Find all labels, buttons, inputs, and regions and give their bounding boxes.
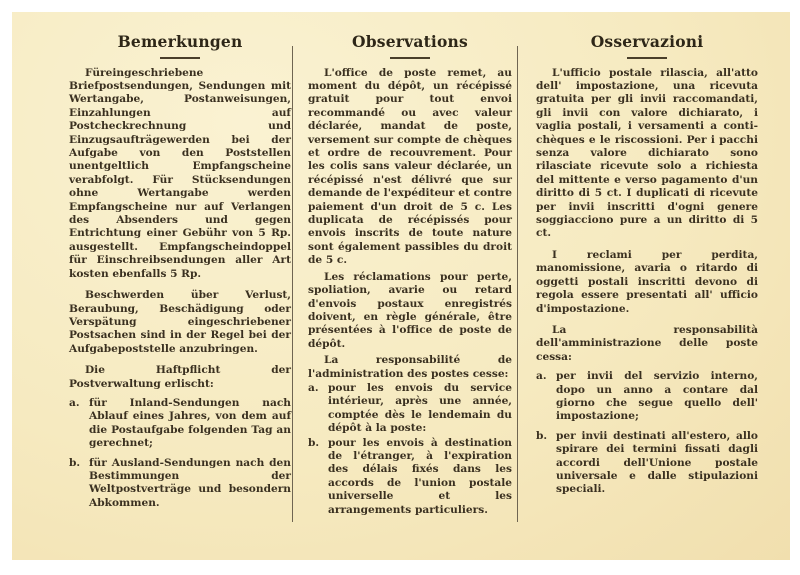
list-item-text: pour les envois à destination de l'étranger, à l'expiration des délais fixés dans les accords de l'union postale universelle et les arrangements particuliers. — [328, 436, 512, 516]
list-item — [536, 370, 758, 424]
column-french — [308, 32, 512, 518]
list-marker: a. — [536, 370, 547, 383]
list-marker: b. — [308, 436, 320, 449]
list-item — [69, 457, 291, 511]
column-divider — [292, 46, 293, 522]
list-item — [308, 437, 512, 517]
heading-rule — [390, 57, 430, 59]
list-item — [536, 430, 758, 497]
list-item-text: per invii del servizio interno, dopo un anno a contare dal giorno che segue quello dell' impostazione; — [556, 370, 758, 423]
paragraph-liability: Die Haftpflicht der Postverwaltung erlischt: — [69, 364, 291, 390]
list-item — [69, 397, 291, 451]
liability-list — [536, 370, 758, 497]
heading-rule — [160, 57, 200, 59]
paragraph-receipts: L'office de poste remet, au moment du dépôt, un récépissé gratuit pour tout envoi recommandé ou avec valeur déclarée, mandat de poste, versement sur compte de chèques et ordre de recouvrement. Pour les colis sans valeur déclarée, un récépissé n'est délivré que sur demande de l'expéditeur et contre paiement d'un droit de 5 c. Les duplicata de récépissés pour envois inscrits de toute nature sont également passibles du droit de 5 c. — [308, 66, 512, 267]
list-marker: a. — [308, 381, 319, 394]
liability-list — [308, 382, 512, 517]
paragraph-liability: La responsabilité de l'administration des postes cesse: — [308, 354, 512, 380]
heading-observations: Observations — [352, 32, 468, 51]
paragraph-receipts: L'ufficio postale rilascia, all'atto dell' impostazione, una ricevuta gratuita per gli invii raccomandati, gli invii con valore dichiarato, i vaglia postali, i versamenti a conti-chèques e le riscossioni. Per i pacchi senza valore dichiarato sono rilasciate ricevute solo a richiesta del mittente e verso pagamento d'un diritto di 5 ct. I duplicati di ricevute per invii inscritti d'ogni genere soggiacciono pure a un diritto di 5 ct. — [536, 66, 758, 240]
document-page — [12, 12, 790, 560]
list-item-text: für Inland-Sendungen nach Ablauf eines Jahres, von dem auf die Postaufgabe folgenden Tag an gerechnet; — [89, 396, 291, 450]
list-item-text: pour les envois du service intérieur, après une année, comptée dès le lendemain du dépôt à la poste: — [328, 381, 512, 435]
list-marker: a. — [69, 396, 80, 409]
heading-bemerkungen: Bemerkungen — [117, 32, 243, 51]
heading-rule — [627, 57, 667, 59]
list-item-text: für Ausland-Sendungen nach den Bestimmungen der Weltpostverträge und besondern Abkommen. — [89, 456, 291, 509]
list-marker: b. — [536, 429, 548, 442]
paragraph-complaints: Beschwerden über Verlust, Beraubung, Beschädigung oder Verspätung eingeschriebener Postsachen sind in der Regel bei der Aufgabepoststelle anzubringen. — [69, 289, 291, 355]
column-german — [69, 32, 291, 516]
list-item — [308, 382, 512, 436]
list-marker: b. — [69, 456, 81, 469]
column-italian — [536, 32, 758, 503]
heading-osservazioni: Osservazioni — [590, 32, 704, 51]
paragraph-receipts: Füreingeschriebene Briefpostsendungen, Sendungen mit Wertangabe, Postanweisungen, Einzahlungen auf Postcheckrechnung und Einzugsaufträgewerden bei der Aufgabe von den Poststellen unentgeltlich Empfangscheine verabfolgt. Für Stücksendungen ohne Wertangabe werden Empfangscheine nur auf Verlangen des Absenders und gegen Entrichtung einer Gebühr von 5 Rp. ausgestellt. Empfangscheindoppel für Einschreibsendungen aller Art kosten ebenfalls 5 Rp. — [69, 66, 291, 280]
list-item-text: per invii destinati all'estero, allo spirare dei termini fissati dagli accordi dell'Unione postale universale e dalle stipulazioni speciali. — [556, 429, 758, 496]
column-divider — [517, 46, 518, 522]
paragraph-complaints: I reclami per perdita, manomissione, avaria o ritardo di oggetti postali inscritti devono di regola essere presentati all' ufficio d'impostazione. — [536, 248, 758, 315]
liability-list — [69, 397, 291, 510]
paragraph-liability: La responsabilità dell'amministrazione delle poste cessa: — [536, 323, 758, 363]
paragraph-complaints: Les réclamations pour perte, spoliation, avarie ou retard d'envois postaux enregistrés doivent, en règle générale, être présentées à l'office de poste de dépôt. — [308, 270, 512, 350]
